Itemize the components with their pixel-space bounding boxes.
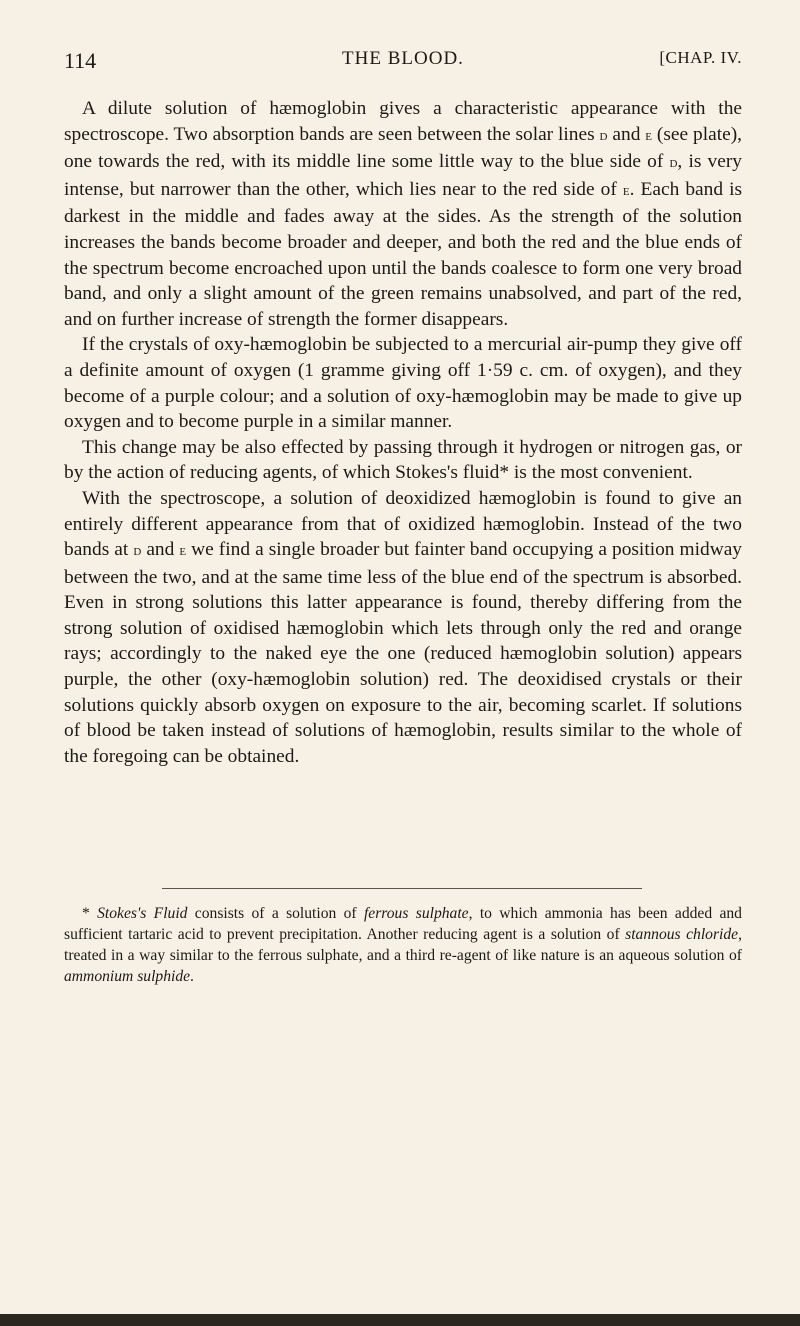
- solar-line-e: e: [645, 127, 653, 144]
- scan-edge: [0, 1314, 800, 1326]
- page-number: 114: [64, 48, 97, 73]
- chapter-label: [CHAP. IV.: [659, 48, 742, 67]
- solar-line-e: e: [622, 182, 630, 199]
- paragraph-4: With the spectroscope, a solution of deoxidized hæmoglobin is found to give an entirely different appearance from that of oxidized hæmoglobin. Instead of the two bands at d and e we find a single broader but fainter band occupying a position midway between the two, and at the same time less of the blue end of the spectrum is absorbed. Even in strong solutions this latter appearance is found, thereby differing from the strong solution of oxidised hæmoglobin which lets through only the red and orange rays; accordingly to the naked eye the one (reduced hæmoglobin solution) appears purple, the other (oxy-hæmoglobin solution) red. The deoxidised crystals or their solutions quickly absorb oxygen on exposure to the air, becoming scarlet. If solutions of blood be taken instead of solutions of hæmoglobin, results similar to the whole of the foregoing can be obtained.: [64, 487, 743, 767]
- footnote-term: stannous chloride: [625, 926, 739, 943]
- footnote: * Stokes's Fluid consists of a solution of ferrous sulphate, to which ammonia has been added and sufficient tartaric acid to prevent precipitation. Another reducing agent is a solution of stannous chloride, treated in a way similar to the ferrous sulphate, and a third re-agent of like nature is an aqueous solution of ammonium sulphide.: [64, 905, 742, 985]
- solar-line-d: d: [669, 155, 678, 172]
- running-header: [64, 48, 742, 76]
- paragraph-3: This change may be also effected by passing through it hydrogen or nitrogen gas, or by the action of reducing agents, of which Stokes's fluid* is the most convenient.: [64, 436, 742, 484]
- body-text: [64, 96, 742, 769]
- solar-line-e: e: [179, 543, 187, 560]
- solar-line-d: d: [133, 543, 142, 560]
- running-title: THE BLOOD.: [342, 48, 464, 69]
- solar-line-d: d: [599, 127, 608, 144]
- footnote-term: Stokes's Fluid: [97, 905, 188, 922]
- footnote-term: ferrous sulphate: [363, 905, 469, 922]
- paragraph-2: If the crystals of oxy-hæmoglobin be subjected to a mercurial air-pump they give off a definite amount of oxygen (1 gramme giving off 1·59 c. cm. of oxygen), and they become of a purple colour; and a solution of oxy-hæmoglobin may be made to give up oxygen and to become purple in a similar manner.: [64, 334, 742, 433]
- footnote-term: ammonium sulphide: [64, 968, 191, 985]
- paragraph-1: A dilute solution of hæmoglobin gives a characteristic appearance with the spectroscope. Two absorption bands are seen between the solar lines d and e (see plate), one towards the red, with its middle line some little way to the blue side of d, is very intense, but narrower than the other, which lies near to the red side of e. Each band is darkest in the middle and fades away at the sides. As the strength of the solution increases the bands become broader and deeper, and both the red and the blue ends of the spectrum become encroached upon until the bands coalesce to form one very broad band, and only a slight amount of the green remains unabsolved, and part of the red, and on further increase of strength the former disappears.: [64, 98, 742, 330]
- footnote-divider: [162, 888, 642, 889]
